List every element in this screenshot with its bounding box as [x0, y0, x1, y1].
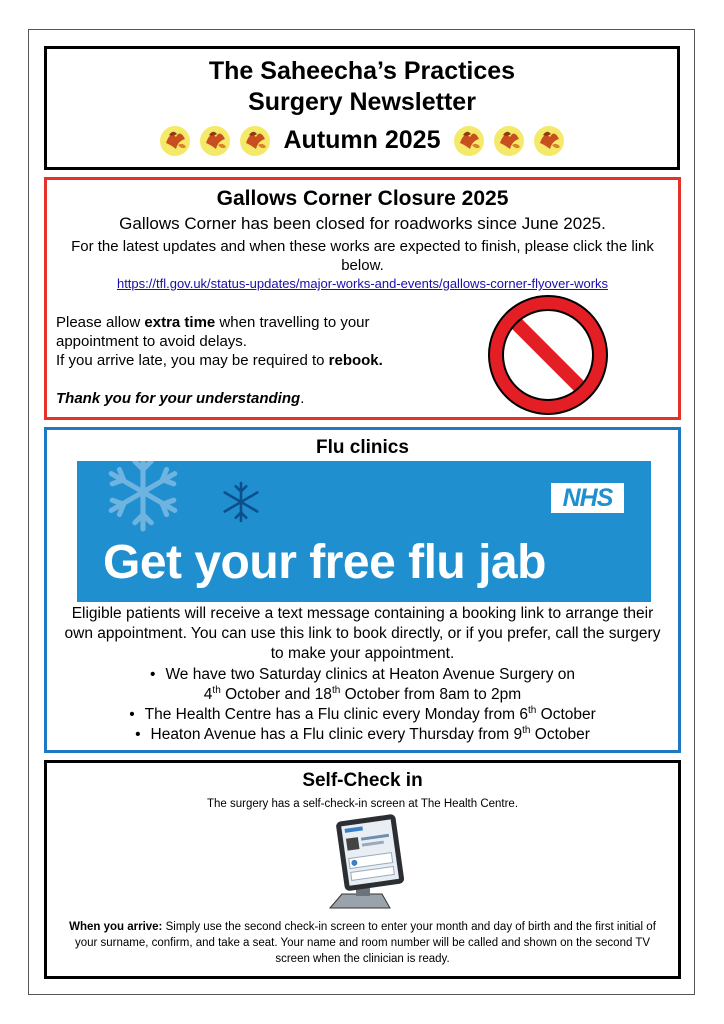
newsletter-title: The Saheecha’s Practices [208, 57, 516, 85]
list-item: • The Health Centre has a Flu clinic every Monday from 6th October [129, 704, 596, 723]
closure-title: Gallows Corner Closure 2025 [216, 187, 509, 210]
autumn-leaves-icon [452, 123, 486, 157]
no-entry-icon [488, 295, 608, 415]
autumn-leaves-icon [238, 123, 272, 157]
list-item-continuation: 4th October and 18th October from 8am to 2pm [203, 684, 522, 703]
flu-title: Flu clinics [316, 437, 409, 458]
flu-jab-banner [77, 461, 651, 602]
list-item: • We have two Saturday clinics at Heaton Avenue Surgery on [150, 666, 575, 683]
list-item: • Heaton Avenue has a Flu clinic every Thursday from 9th October [135, 724, 590, 743]
nhs-logo: NHS [551, 483, 624, 513]
flu-banner-headline: Get your free flu jab [103, 536, 546, 589]
closure-intro: Gallows Corner has been closed for roadworks since June 2025. [119, 214, 606, 233]
autumn-leaves-icon [198, 123, 232, 157]
flu-section [44, 427, 681, 753]
autumn-leaves-icon [492, 123, 526, 157]
closure-instructions: For the latest updates and when these works are expected to finish, please click the link below. [71, 238, 654, 274]
autumn-leaves-icon [158, 123, 192, 157]
tfl-updates-link[interactable]: https://tfl.gov.uk/status-updates/major-works-and-events/gallows-corner-flyover-works [116, 276, 609, 291]
late-rebook-note: If you arrive late, you may be required to rebook. [56, 352, 383, 369]
newsletter-subtitle: Surgery Newsletter [248, 88, 476, 116]
closure-advice [56, 313, 456, 408]
closure-section [44, 177, 681, 420]
arrival-instructions: When you arrive: Simply use the second check-in screen to enter your month and day of birth and the first initial of your surname, confirm, and take a seat. Your name and room number will be called and shown on the second TV screen when the clinician is ready. [69, 921, 656, 965]
flu-intro: Eligible patients will receive a text message containing a booking link to arrange their own appointment. You can use this link to book directly, or if you prefer, call the surgery to make your appointment. [64, 605, 661, 662]
self-check-in-intro: The surgery has a self-check-in screen at The Health Centre. [206, 798, 519, 810]
autumn-leaves-icon [532, 123, 566, 157]
newsletter-header [44, 46, 680, 170]
snowflake-icon [102, 461, 184, 533]
season-row [47, 121, 677, 159]
snowflake-icon [220, 481, 262, 523]
extra-time-note: Please allow extra time when travelling to your appointment to avoid delays. [56, 314, 370, 350]
self-check-in-section [44, 760, 681, 979]
self-check-in-title: Self-Check in [302, 770, 423, 791]
season-label: Autumn 2025 [283, 125, 441, 154]
check-in-kiosk-icon [312, 812, 422, 912]
thank-you-note: Thank you for your understanding. [56, 390, 305, 407]
